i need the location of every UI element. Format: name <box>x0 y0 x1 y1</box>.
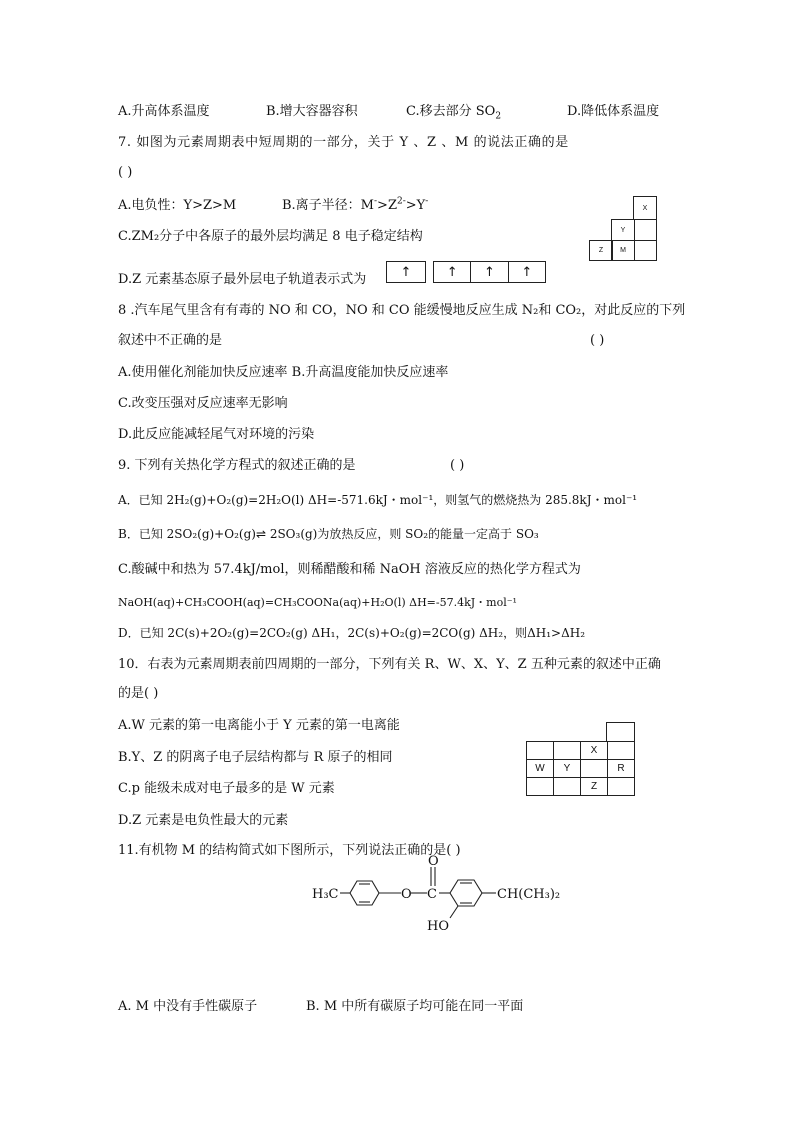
q9-option-c-equation: NaOH(aq)+CH₃COOH(aq)=CH₃COONa(aq)+H₂O(l) ΔH=-57.4kJ・mol⁻¹ <box>118 596 517 609</box>
q7-orbital-box <box>471 262 508 282</box>
hydroxyl-label: HO <box>427 919 449 934</box>
spin-up-arrow-icon: ↑ <box>521 264 533 280</box>
q10-cell-y: Y <box>554 760 581 778</box>
carbonyl-oxygen-label: O <box>428 854 439 869</box>
q7-cell-x: X <box>633 196 657 220</box>
q7-option-b: B.离子半径：$M^->Z^{2-}>Y^-$ <box>282 196 429 213</box>
q7-option-d: D.Z 元素基态原子最外层电子轨道表示式为 <box>118 272 367 287</box>
q9-option-a: A．已知 2H₂(g)+O₂(g)=2H₂O(l) ΔH=-571.6kJ・mol⁻¹，则氢气的燃烧热为 285.8kJ・mol⁻¹ <box>118 493 638 507</box>
q10-option-b: B.Y、Z 的阴离子电子层结构都与 R 原子的相同 <box>118 750 393 765</box>
q7-option-a: A.电负性：Y>Z>M <box>118 198 237 213</box>
q6-option-c: C.移去部分 $SO_2$ <box>406 104 502 122</box>
q11-stem: 11.有机物 M 的结构简式如下图所示，下列说法正确的是( ) <box>118 843 461 858</box>
q7-cell-m: M <box>611 240 635 261</box>
q9-option-b: B．已知 2SO₂(g)+O₂(g)⇌ 2SO₃(g)为放热反应，则 SO₂的能量一定高于 SO₃ <box>118 527 539 541</box>
q10-cell-x: X <box>581 742 608 760</box>
q6-option-b: B.增大容器容积 <box>266 104 358 119</box>
q10-cell-w: W <box>527 760 554 778</box>
q8-stem-2: 叙述中不正确的是 <box>118 333 223 348</box>
q7-answer-paren: ( ) <box>118 165 133 180</box>
q8-answer-paren: ( ) <box>590 333 605 348</box>
q7-orbital-s <box>386 261 426 283</box>
q7-orbital-p <box>433 261 546 283</box>
q10-option-d: D.Z 元素是电负性最大的元素 <box>118 813 289 828</box>
q7-cell-empty <box>634 240 657 261</box>
q10-stem: 10．右表为元素周期表前四周期的一部分，下列有关 R、W、X、Y、Z 五种元素的叙述中正确 <box>118 657 661 672</box>
q9-answer-paren: ( ) <box>450 458 465 473</box>
q8-stem: 8 .汽车尾气里含有有毒的 NO 和 CO，NO 和 CO 能缓慢地反应生成 N₂和 CO₂，对此反应的下列 <box>118 303 686 318</box>
isopropyl-label: CH(CH₃)₂ <box>497 887 561 902</box>
q7-option-c: C.ZM₂分子中各原子的最外层均满足 8 电子稳定结构 <box>118 229 423 244</box>
spin-up-arrow-icon: ↑ <box>446 264 458 280</box>
q10-cell-r: R <box>608 760 635 778</box>
q10-table-grid <box>526 741 635 796</box>
benzene-ring-1 <box>350 881 379 905</box>
q9-option-d: D．已知 2C(s)+2O₂(g)=2CO₂(g) ΔH₁，2C(s)+O₂(g)=2CO(g) ΔH₂，则ΔH₁>ΔH₂ <box>118 626 586 640</box>
q10-option-a: A.W 元素的第一电离能小于 Y 元素的第一电离能 <box>118 718 400 733</box>
q7-orbital-box <box>434 262 471 282</box>
benzene-ring-2 <box>450 880 482 906</box>
q8-option-d: D.此反应能减轻尾气对环境的污染 <box>118 427 315 442</box>
q10-cell-empty <box>606 722 635 742</box>
q6-option-d: D.降低体系温度 <box>567 104 660 119</box>
q9-stem: 9. 下列有关热化学方程式的叙述正确的是 <box>118 458 356 473</box>
q7-orbital-box <box>509 262 545 282</box>
q7-cell-empty <box>634 219 657 241</box>
q8-option-c: C.改变压强对反应速率无影响 <box>118 396 288 411</box>
q7-orbital-box <box>387 262 425 282</box>
q10-option-c: C.p 能级未成对电子最多的是 W 元素 <box>118 781 335 796</box>
methyl-label: H₃C <box>312 887 339 902</box>
q8-option-ab: A.使用催化剂能加快反应速率 B.升高温度能加快反应速率 <box>118 365 449 380</box>
q11-option-a: A. M 中没有手性碳原子 <box>118 999 258 1014</box>
q6-option-a: A.升高体系温度 <box>118 104 210 119</box>
carbonyl-carbon-label: C <box>427 887 437 902</box>
q10-cell-z: Z <box>581 778 608 796</box>
q7-cell-z: Z <box>589 240 613 261</box>
ester-oxygen-label: O <box>401 887 412 902</box>
q10-stem-2: 的是( ) <box>118 686 159 701</box>
q9-option-c: C.酸碱中和热为 57.4kJ/mol，则稀醋酸和稀 NaOH 溶液反应的热化学方程式为 <box>118 562 581 577</box>
q11-option-b: B. M 中所有碳原子均可能在同一平面 <box>306 999 524 1014</box>
q7-stem: 7. 如图为元素周期表中短周期的一部分，关于 Y 、Z 、M 的说法正确的是 <box>118 135 569 150</box>
equilibrium-arrow-icon: ⇌ <box>255 527 266 541</box>
spin-up-arrow-icon: ↑ <box>400 264 412 280</box>
spin-up-arrow-icon: ↑ <box>484 264 495 280</box>
q7-cell-y: Y <box>611 219 635 241</box>
q11-structure-diagram <box>300 852 600 936</box>
